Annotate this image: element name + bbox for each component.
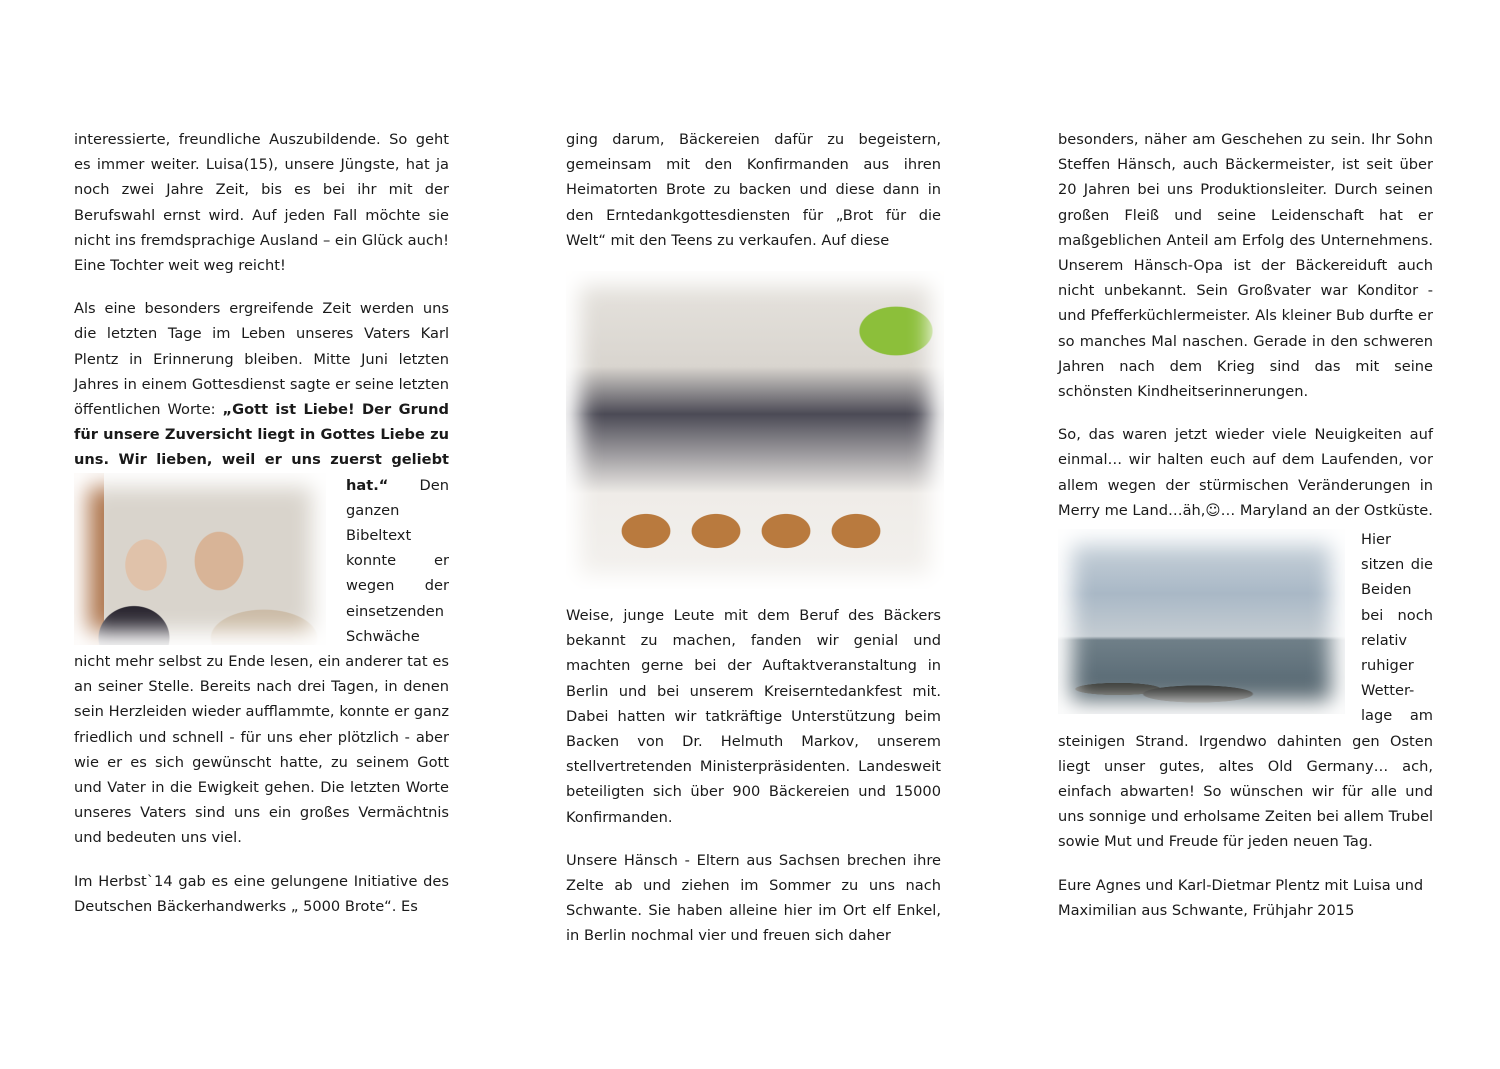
paragraph-father-rest: Den ganzen Bibeltext konnte er wegen der einsetzenden Schwäche nicht mehr selbst zu Ende lesen, ein anderer tat es an seiner Stelle. Bereits nach drei Tagen, in denen sein Herzleiden wieder aufflammte, konnte er ganz friedlich und schnell - für uns eher plötzlich - aber wie er es sich gewünscht hatte, zu seinem Gott und Vater in die Ewigkeit gehen. Die letzten Worte unseres Vaters sind uns ein großes Vermächtnis und bedeuten uns viel. [74, 476, 449, 847]
paragraph-father-intro: Als eine besonders ergreifende Zeit werden uns die letzten Tage im Leben unseres Vaters Karl Plentz in Erinnerung bleiben. Mitte Juni letzten Jahres in einem Gottesdienst sagte er seine letzten öffentlichen Worte: [74, 300, 449, 419]
sea-coast-photo [1058, 529, 1345, 714]
paragraph-5000-brote-intro: Im Herbst`14 gab es eine gelungene Initiative des Deutschen Bäckerhandwerks „ 5000 Brote“. Es [74, 872, 449, 915]
column-middle [566, 127, 941, 967]
bible-quote: „Gott ist Liebe! Der Grund für unsere Zuversicht liegt in Gottes Liebe zu uns. Wir lieben, weil er uns zuerst geliebt hat.“ [74, 401, 449, 494]
paragraph-beach [1058, 527, 1433, 855]
signature: Eure Agnes und Karl-Dietmar Plentz mit Luisa und Maximilian aus Schwante, Frühjahr 2015 [1058, 876, 1424, 919]
paragraph-news-maryland: So, das waren jetzt wieder viele Neuigkeiten auf einmal… wir halten euch auf dem Laufenden, vor allem wegen der stürmischen Veränderungen in Merry me Land…äh,☺… Maryland an der Ostküste. [1058, 426, 1433, 519]
elderly-couple-photo [74, 473, 326, 645]
paragraph-apprentices: interessierte, freundliche Auszubildende. So geht es immer weiter. Luisa(15), unsere Jüngste, hat ja noch zwei Jahre Zeit, bis es bei ihr mit der Berufswahl ernst wird. Auf jeden Fall möchte sie nicht ins fremdsprachige Ausland – ein Glück auch! Eine Tochter weit weg reicht! [74, 131, 449, 275]
column-left [74, 127, 449, 937]
bakers-group-photo [566, 271, 944, 589]
paragraph-steffen-haensch: besonders, näher am Geschehen zu sein. Ihr Sohn Steffen Hänsch, auch Bäckermeister, ist seit über 20 Jahren bei uns Produktionsleiter. Durch seinen großen Fleiß und seine Leidenschaft hat er maßgeblichen Anteil am Erfolg des Unternehmens. Unserem Hänsch-Opa ist der Bäckereiduft auch nicht unbekannt. Sein Großvater war Konditor - und Pfefferküchlermeister. Als kleiner Bub durfte er so manches Mal naschen. Gerade in den schweren Jahren nach dem Krieg sind das mit seine schönsten Kindheitserinnerungen. [1058, 131, 1433, 401]
paragraph-young-bakers: Weise, junge Leute mit dem Beruf des Bäckers bekannt zu machen, fanden wir genial und machten gerne bei der Auftaktveranstaltung in Berlin und bei unserem Kreiserntedankfest mit. Dabei hatten wir tatkräftige Unterstützung beim Backen von Dr. Helmuth Markov, unserem stellvertretenden Ministerpräsidenten. Landesweit beteiligten sich über 900 Bäckereien und 15000 Konfirmanden. [566, 607, 941, 826]
paragraph-father-memory [74, 296, 449, 850]
paragraph-haensch-parents: Unsere Hänsch - Eltern aus Sachsen brechen ihre Zelte ab und ziehen im Sommer zu uns nach Schwante. Sie haben alleine hier im Ort elf Enkel, in Berlin nochmal vier und freuen sich daher [566, 851, 941, 945]
paragraph-bakeries: ging darum, Bäckereien dafür zu begeistern, gemeinsam mit den Konfirmanden aus ihren Heimatorten Brote zu backen und diese dann in den Erntedankgottesdiensten für „Brot für die Welt“ mit den Teens zu verkaufen. Auf diese [566, 131, 941, 249]
column-right [1058, 127, 1433, 941]
paragraph-beach-text: Hier sitzen die Beiden bei noch relativ ruhiger Wetter-lage am steinigen Strand. Irgendwo dahinten gen Osten liegt unser gutes, altes Old Germany… ach, einfach abwarten! So wünschen wir für alle und uns sonnige und erholsame Zeiten bei allem Trubel sowie Mut und Freude für jeden neuen Tag. [1058, 531, 1433, 851]
